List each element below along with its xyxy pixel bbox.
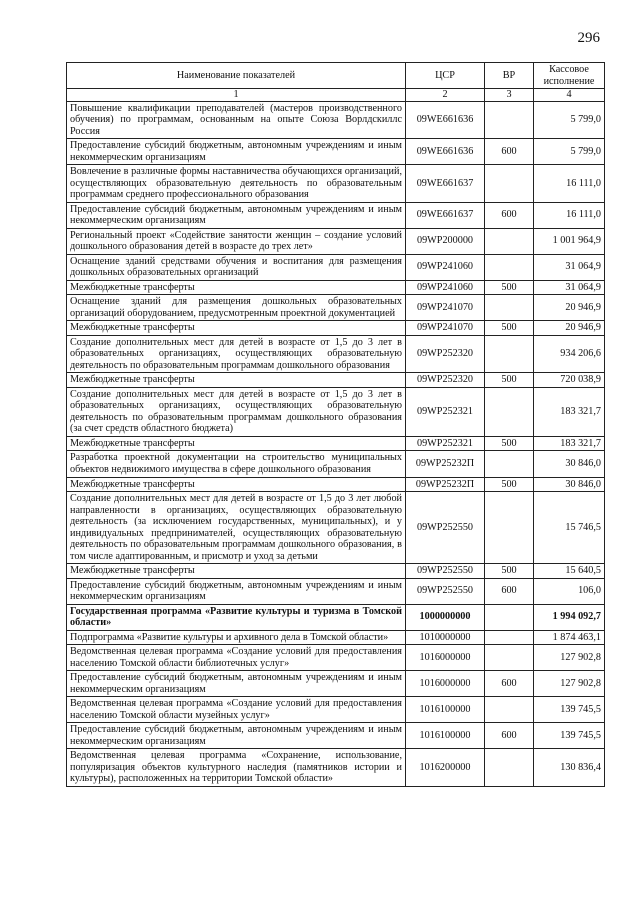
budget-table xyxy=(66,62,605,787)
row-sum: 183 321,7 xyxy=(534,387,605,436)
table-row xyxy=(67,280,605,295)
row-csr: 09WP241060 xyxy=(406,254,485,280)
table-row xyxy=(67,451,605,477)
row-sum: 130 836,4 xyxy=(534,749,605,787)
row-sum: 720 038,9 xyxy=(534,373,605,388)
table-row xyxy=(67,645,605,671)
row-sum: 1 001 964,9 xyxy=(534,228,605,254)
table-row xyxy=(67,723,605,749)
row-sum: 15 746,5 xyxy=(534,492,605,564)
table-row xyxy=(67,492,605,564)
row-csr: 09WP25232П xyxy=(406,451,485,477)
table-row xyxy=(67,564,605,579)
row-name: Ведомственная целевая программа «Создание условий для предоставления населению Томской области библиотечных услуг» xyxy=(67,645,406,671)
row-sum: 139 745,5 xyxy=(534,723,605,749)
row-name: Межбюджетные трансферты xyxy=(67,321,406,336)
table-row xyxy=(67,604,605,630)
row-vr xyxy=(485,630,534,645)
row-name: Оснащение зданий для размещения дошкольных образовательных организаций оборудованием, предусмотренным проектной документацией xyxy=(67,295,406,321)
row-vr xyxy=(485,335,534,373)
row-vr: 600 xyxy=(485,723,534,749)
row-vr xyxy=(485,101,534,139)
column-number: 1 xyxy=(67,89,406,102)
row-sum: 5 799,0 xyxy=(534,139,605,165)
row-name: Вовлечение в различные формы наставничества обучающихся организаций, осуществляющих образовательную деятельность по образовательным программам среднего профессионального образования xyxy=(67,165,406,203)
row-sum: 31 064,9 xyxy=(534,254,605,280)
row-sum: 127 902,8 xyxy=(534,645,605,671)
header-name: Наименование показателей xyxy=(67,63,406,89)
table-row xyxy=(67,373,605,388)
row-csr: 09WE661636 xyxy=(406,139,485,165)
row-sum: 16 111,0 xyxy=(534,165,605,203)
table-row xyxy=(67,749,605,787)
table-row xyxy=(67,254,605,280)
row-vr: 500 xyxy=(485,436,534,451)
row-csr: 09WP252550 xyxy=(406,578,485,604)
column-number: 4 xyxy=(534,89,605,102)
row-csr: 09WP252550 xyxy=(406,564,485,579)
table-row xyxy=(67,202,605,228)
row-vr xyxy=(485,387,534,436)
row-name: Создание дополнительных мест для детей в возрасте от 1,5 до 3 лет в образовательных организациях, осуществляющих образовательную деятельность по образовательным программам дошкольного образования xyxy=(67,335,406,373)
row-csr: 09WP252321 xyxy=(406,436,485,451)
row-vr: 600 xyxy=(485,139,534,165)
row-vr: 600 xyxy=(485,202,534,228)
row-sum: 30 846,0 xyxy=(534,451,605,477)
row-csr: 1016000000 xyxy=(406,645,485,671)
row-csr: 09WP200000 xyxy=(406,228,485,254)
row-name: Межбюджетные трансферты xyxy=(67,477,406,492)
table-row xyxy=(67,578,605,604)
row-name: Межбюджетные трансферты xyxy=(67,564,406,579)
table-row xyxy=(67,295,605,321)
row-vr: 500 xyxy=(485,477,534,492)
header-row xyxy=(67,63,605,89)
row-name: Предоставление субсидий бюджетным, автономным учреждениям и иным некоммерческим организациям xyxy=(67,578,406,604)
row-vr xyxy=(485,604,534,630)
table-row xyxy=(67,697,605,723)
row-name: Разработка проектной документации на строительство муниципальных объектов недвижимого имущества в сфере дошкольного образования xyxy=(67,451,406,477)
row-csr: 1010000000 xyxy=(406,630,485,645)
row-vr: 500 xyxy=(485,373,534,388)
header-csr: ЦСР xyxy=(406,63,485,89)
row-csr: 09WP25232П xyxy=(406,477,485,492)
row-vr xyxy=(485,492,534,564)
table-row xyxy=(67,101,605,139)
row-csr: 09WP252320 xyxy=(406,335,485,373)
row-csr: 09WP241070 xyxy=(406,321,485,336)
row-vr xyxy=(485,451,534,477)
row-csr: 09WP241060 xyxy=(406,280,485,295)
row-vr: 600 xyxy=(485,671,534,697)
row-name: Предоставление субсидий бюджетным, автономным учреждениям и иным некоммерческим организациям xyxy=(67,723,406,749)
row-vr: 500 xyxy=(485,280,534,295)
row-vr xyxy=(485,228,534,254)
row-sum: 1 994 092,7 xyxy=(534,604,605,630)
row-name: Предоставление субсидий бюджетным, автономным учреждениям и иным некоммерческим организациям xyxy=(67,671,406,697)
row-vr: 500 xyxy=(485,321,534,336)
row-sum: 30 846,0 xyxy=(534,477,605,492)
table-row xyxy=(67,387,605,436)
row-name: Подпрограмма «Развитие культуры и архивного дела в Томской области» xyxy=(67,630,406,645)
row-csr: 1016100000 xyxy=(406,723,485,749)
row-name: Оснащение зданий средствами обучения и воспитания для размещения дошкольных образовательных организаций xyxy=(67,254,406,280)
row-csr: 09WP252550 xyxy=(406,492,485,564)
table-row xyxy=(67,671,605,697)
row-name: Региональный проект «Содействие занятости женщин – создание условий дошкольного образования детей в возрасте до трех лет» xyxy=(67,228,406,254)
header-vr: ВР xyxy=(485,63,534,89)
row-name: Создание дополнительных мест для детей в возрасте от 1,5 до 3 лет любой направленности в организациях, осуществляющих образовательную деятельность (за исключением государственных, муниципальных), и у индивидуальных предпринимателей, осуществляющих образовательную деятельность по образовательным программам дошкольного образования, в том числе адаптированным, и присмотр и уход за детьми xyxy=(67,492,406,564)
row-csr: 09WP252320 xyxy=(406,373,485,388)
row-name: Государственная программа «Развитие культуры и туризма в Томской области» xyxy=(67,604,406,630)
row-vr xyxy=(485,254,534,280)
page-number: 296 xyxy=(577,30,600,46)
column-number: 3 xyxy=(485,89,534,102)
row-vr xyxy=(485,645,534,671)
row-csr: 09WE661637 xyxy=(406,165,485,203)
row-sum: 5 799,0 xyxy=(534,101,605,139)
table-row xyxy=(67,228,605,254)
row-name: Создание дополнительных мест для детей в возрасте от 1,5 до 3 лет в образовательных организациях, осуществляющих образовательную деятельность по образовательным программам дошкольного образования (за счет средств областного бюджета) xyxy=(67,387,406,436)
row-vr: 600 xyxy=(485,578,534,604)
row-sum: 106,0 xyxy=(534,578,605,604)
row-csr: 09WE661636 xyxy=(406,101,485,139)
row-csr: 1016200000 xyxy=(406,749,485,787)
table-row xyxy=(67,630,605,645)
row-name: Межбюджетные трансферты xyxy=(67,436,406,451)
row-name: Межбюджетные трансферты xyxy=(67,280,406,295)
row-vr xyxy=(485,749,534,787)
row-name: Ведомственная целевая программа «Создание условий для предоставления населению Томской области музейных услуг» xyxy=(67,697,406,723)
table-row xyxy=(67,321,605,336)
table-body xyxy=(67,101,605,786)
row-sum: 16 111,0 xyxy=(534,202,605,228)
row-csr: 1000000000 xyxy=(406,604,485,630)
table-row xyxy=(67,165,605,203)
header-sum: Кассовое исполнение xyxy=(534,63,605,89)
row-vr xyxy=(485,697,534,723)
row-name: Ведомственная целевая программа «Сохранение, использование, популяризация объектов культурного наследия (памятников истории и культуры), расположенных на территории Томской области» xyxy=(67,749,406,787)
table-row xyxy=(67,139,605,165)
row-csr: 1016100000 xyxy=(406,697,485,723)
row-vr xyxy=(485,165,534,203)
row-sum: 934 206,6 xyxy=(534,335,605,373)
row-csr: 09WE661637 xyxy=(406,202,485,228)
row-csr: 1016000000 xyxy=(406,671,485,697)
row-sum: 31 064,9 xyxy=(534,280,605,295)
row-sum: 15 640,5 xyxy=(534,564,605,579)
row-vr xyxy=(485,295,534,321)
row-sum: 183 321,7 xyxy=(534,436,605,451)
row-csr: 09WP241070 xyxy=(406,295,485,321)
row-sum: 20 946,9 xyxy=(534,321,605,336)
column-number: 2 xyxy=(406,89,485,102)
column-number-row xyxy=(67,89,605,102)
table-row xyxy=(67,335,605,373)
table-row xyxy=(67,477,605,492)
row-sum: 20 946,9 xyxy=(534,295,605,321)
table-row xyxy=(67,436,605,451)
row-vr: 500 xyxy=(485,564,534,579)
row-sum: 1 874 463,1 xyxy=(534,630,605,645)
row-sum: 127 902,8 xyxy=(534,671,605,697)
row-csr: 09WP252321 xyxy=(406,387,485,436)
row-name: Межбюджетные трансферты xyxy=(67,373,406,388)
row-name: Предоставление субсидий бюджетным, автономным учреждениям и иным некоммерческим организациям xyxy=(67,139,406,165)
row-sum: 139 745,5 xyxy=(534,697,605,723)
row-name: Предоставление субсидий бюджетным, автономным учреждениям и иным некоммерческим организациям xyxy=(67,202,406,228)
row-name: Повышение квалификации преподавателей (мастеров производственного обучения) по программам, основанным на опыте Союза Ворлдскиллс Россия xyxy=(67,101,406,139)
